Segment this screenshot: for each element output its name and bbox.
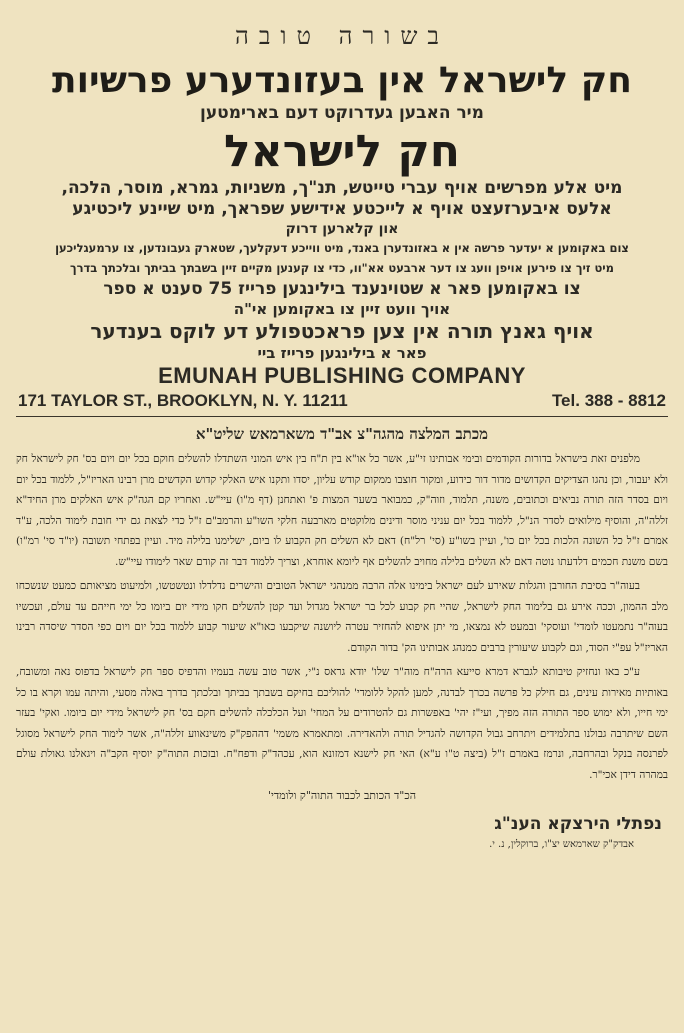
publisher-name: EMUNAH PUBLISHING COMPANY xyxy=(158,363,526,388)
description-line-2: אלעס איבערזעצט אויף א לייכטע אידישע שפראך, מיט שיינע ליכטיגע xyxy=(72,199,612,219)
letter-closing: הכ"ד הכותב לכבוד התוה"ק ולומדי' xyxy=(267,789,417,802)
book-title: חק לישראל xyxy=(223,126,461,177)
description-line-3: און קלארען דרוק xyxy=(285,221,399,237)
letter-paragraph-2: בעוה"ר בסיבת החורבן והגלות שאירע לעם ישראל בימינו אלה הרבה ממנהגי ישראל הטובים והישרים נדלדלו ונטשטשו, ולמיעוט מציאותם כמעט שנשכחו מלב ההמון, וככה אירע גם בלימוד החק לישראל, שהיי חק קבוע לכל בר ישראל מגדול ועד קטן להשלים חקו מידי יום ביומו כל ימי חייהם עד עולם, ועכשיו בעוה"ר נתמעטו לומדי' ועוסקי' ובמעט לא נמצאו, מי יתן איפוא להחזיר עטרה ליושנה שיקבעו כאו"א שיעור קבוע ללמוד בכל יום ויום כפי הסדר שיסדה רבינו האריז"ל עפ"י הסוד, וגם לקבוע שיעורין ברבים כמנהג אבותינו הק' בדור הקודם. xyxy=(16,580,668,654)
main-title: חק לישראל אין בעזונדערע פרשיות xyxy=(52,60,632,101)
divider xyxy=(16,416,668,417)
letter-paragraph-1: מלפנים זאת בישראל בדורות הקודמים ובימי אבותינו זי"ע, אשר כל או"א בין ת"ח בין איש המוני השתדלו להשלים חוקם בכל יום ויום בס' חק לישראל חק ולא יעבור, וכן נהגו הצדיקים הקדושים מדור דור כידוע, ומקור חוצבו ממקום קודש עליון, יסדו ותקנו איש האלקי קדוש הקדשים מרן רבינו האריז"ל, ללמוד בכל יום ויום בסדר הזה תורה נביאים וכתובים, משנה, תלמוד, וזוה"ק, כמבואר בשער המצות פ' ואתחנן (דף מ"ו) עיי"ש. ואחריו קם הגה"ק איש האלקים מרן החיד"א זללה"ה, והוסיף מילואים לסדר הנ"ל, ללמוד בכל יום עניני מוסר ודינים מלוקטים מארבעה חלקי השו"ע והרמב"ם ז"ל כדי לצאת גם ידי חובת לימוד הלכה, ע"ד אמרם ז"ל כל השונה הלכות בכל יום כו', ועיין בשו"ע (סי' רל"ח) דאם לא השלים חק הקבוע לו ביום, ישלימנו בלילה מיד. ועיין בפתחי תשובה (יו"ד סי' רמ"ו) בשם משנת חכמים דלדעתו נוטה דאם לא השלים בלילה מחויב להשלים אף ליומא אוחרא, וצריך ללמוד דבר זה קודם שאר לימודו עיי"ש. xyxy=(16,453,668,568)
signature-name: נפתלי הירצקא הענ"ג xyxy=(494,814,662,834)
offer-line-1: צו באקומען פאר א שטוינענד בילינגען פרייז 75 סענט א ספר xyxy=(103,279,581,299)
fine-print-line-1: צום באקומען א יעדער פרשה אין א באזונדערן באנד, מיט ווייכע דעקלעך, שטארק געבונדען, צו ערמעגליכען xyxy=(55,241,629,255)
fine-print-line-2: מיט זיך צו פירען אויפן וועג צו דער ארבעט אא"וו, כדי צו קענען מקיים זיין בשבתך בביתך ובלכתך בדרך xyxy=(69,261,615,275)
publisher-address: 171 TAYLOR ST., BROOKLYN, N. Y. 11211 xyxy=(18,391,348,410)
letter-paragraph-3: ע"כ באו ונחזיק טיבותא לגברא דמרא סייעא הרה"ח מוה"ר שלו' יודא גראס נ"י, אשר טוב עשה בעמיו והדפיס ספר חק לישראל בדפוס נאה ומשובח, באותיות מאירות עינים, גם חילק כל פרשה בכרך לבדנה, למען להקל ללומדי' להוליכם בחיקם בשבתך בביתך ובלכתך בדרך באלה מסעי, והיתה עמו וקרא בו כל ימי חייו, ולא ימוש ספר התורה הזה מפיך, ועי"ז יהי' באפשרות גם להטרודים על המחי' ועל הכלכלה להשלים חקם בס' חק לישראל מידי יום ביומו. ואקי' בעזר השם שיתרבה גבולנו בתלמידים ויתרחב גבול הקדושה להגדיל תורה ולהאדירה. ומתאמרא משמי' דההפק"ק משינאווע זללה"ה, אשר לימוד החק לישראל מסוגל לפרנסה בנקל ובהרחבה, ונרמז באמרם ז"ל (ביצה ט"ו ע"א) האי חק לישנא דמזונא הוא, עכהד"ק ודפח"ח. ובזכות התוה"ק יוסיף הקב"ה ויגאלנו גאולת עולם במהרה דידן אכי"ר. xyxy=(16,666,668,781)
signature-address: אבדק"ק שארמאש יצ"ו, ברוקלין, נ. י. xyxy=(489,839,634,850)
subtitle: מיר האבען געדרוקט דעם בארימטען xyxy=(200,103,484,123)
letter-title: מכתב המלצה מהגה"צ אב"ד משארמאש שליט"א xyxy=(195,425,489,443)
price-line: פאר א בילינגען פרייז ביי xyxy=(257,344,427,362)
phone-number: 388 - 8812 xyxy=(584,391,666,410)
offer-line-2: אויך וועט זיין צו באקומען אי"ה xyxy=(233,300,451,318)
description-line-1: מיט אלע מפרשים אויף עברי טייטש, תנ"ך, משניות, גמרא, מוסר, הלכה, xyxy=(61,178,623,198)
publisher-contact-row xyxy=(16,390,668,412)
phone-label: Tel. xyxy=(551,391,580,410)
whole-torah-line: אויף גאנץ תורה אין צען פראכטפולע דע לוקס בענדער xyxy=(90,319,594,343)
good-news-heading: בשורה טובה xyxy=(235,22,449,50)
publisher-phone xyxy=(552,390,666,412)
